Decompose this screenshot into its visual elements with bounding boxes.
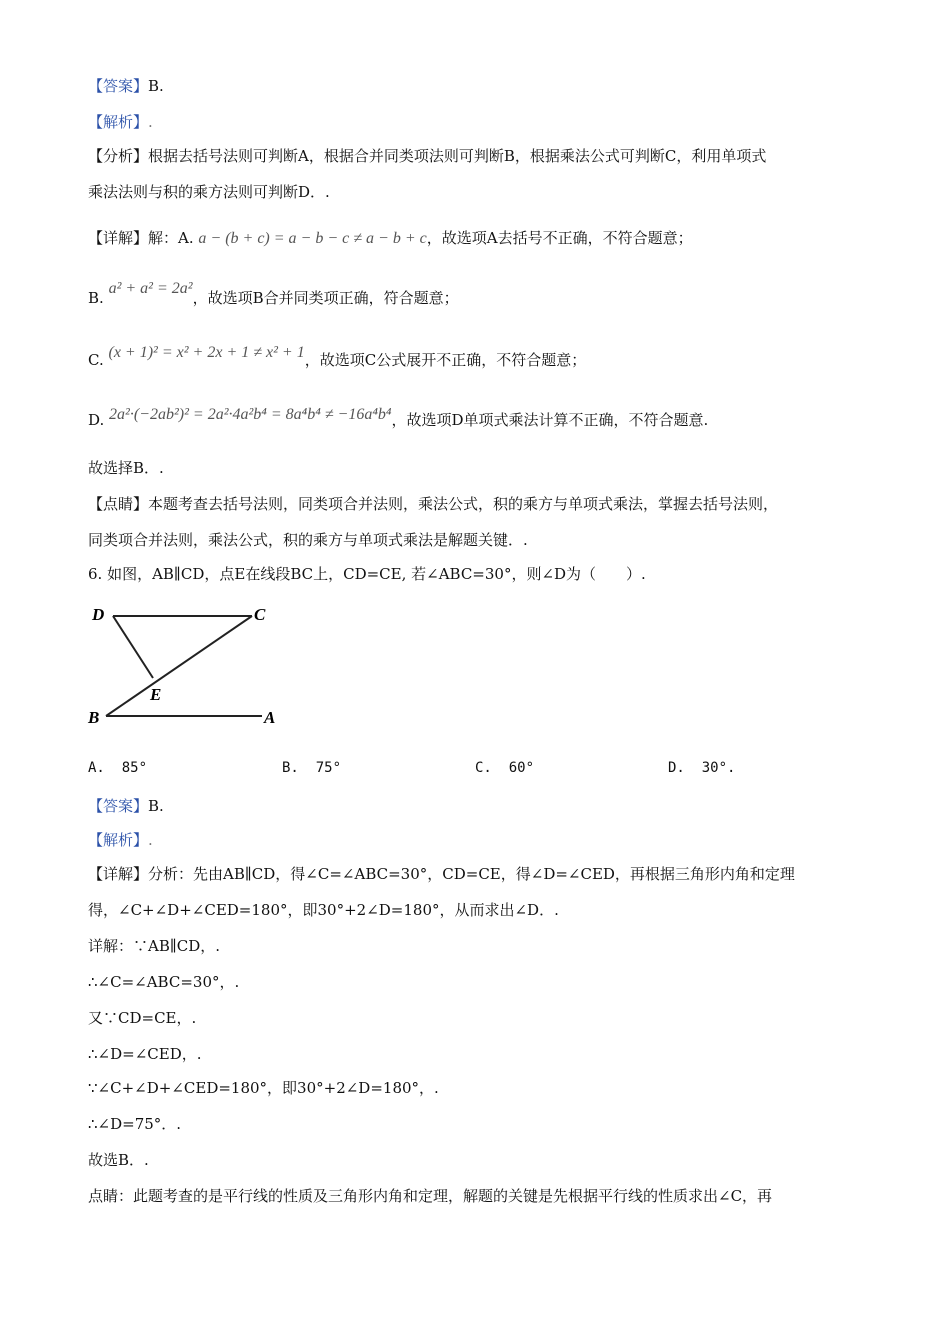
- option-b-label: B.: [282, 760, 299, 776]
- step-text: ∴∠D=75°．.: [88, 1115, 182, 1133]
- dianjing-text-3: 点睛：此题考查的是平行线的性质及三角形内角和定理，解题的关键是先根据平行线的性质求出∠C，再: [88, 1187, 773, 1205]
- detail-text-b: ，故选项B合并同类项正确，符合题意；: [192, 289, 459, 307]
- detail-line-d: [88, 406, 709, 431]
- math-expression-d: 2a²·(−2ab²)² = 2a²·4a²b⁴ = 8a⁴b⁴ ≠ −16a⁴b⁴: [109, 406, 392, 423]
- dianjing-line-1: [88, 494, 778, 514]
- option-b-value: 75°: [315, 760, 342, 776]
- choose-line: [88, 458, 164, 478]
- geometry-figure: [86, 596, 306, 736]
- math-expression-b: a² + a² = 2a²: [108, 280, 193, 297]
- segment-de: [113, 616, 153, 678]
- fenxi-line-2: [88, 182, 330, 202]
- label-e: E: [150, 685, 162, 704]
- step-text: 详解：∵AB∥CD，.: [88, 937, 221, 955]
- detail-line-c: [88, 344, 587, 371]
- step-line: [88, 1008, 196, 1028]
- option-a-value: 85°: [121, 760, 148, 776]
- fenxi-text-1: 根据去括号法则可判断A，根据合并同类项法则可判断B，根据乘法公式可判断C，利用单项式: [148, 147, 767, 165]
- label-a: A: [264, 708, 276, 727]
- detail-text-2a: 分析：先由AB∥CD，得∠C=∠ABC=30°，CD=CE，得∠D=∠CED，再根据三角形内角和定理: [148, 865, 795, 883]
- step-text: 又∵CD=CE，.: [88, 1009, 197, 1027]
- question-6-text: 6. 如图，AB∥CD，点E在线段BC上，CD=CE, 若∠ABC=30°，则∠D为（ ）.: [88, 565, 646, 583]
- option-c-label: C.: [475, 760, 492, 776]
- step-line: [88, 1150, 149, 1170]
- step-line: [88, 1044, 202, 1064]
- fenxi-line-1: [88, 146, 766, 166]
- detail-tag-2: 【详解】: [88, 865, 149, 883]
- dianjing-text-2: 同类项合并法则，乘法公式，积的乘方与单项式乘法是解题关键．.: [88, 531, 528, 549]
- math-expression-c: (x + 1)² = x² + 2x + 1 ≠ x² + 1: [108, 344, 305, 361]
- detail-line-2b: [88, 900, 559, 920]
- detail-lead: 解：A.: [148, 229, 194, 247]
- answer-value: B.: [148, 77, 164, 95]
- step-text: ∴∠C=∠ABC=30°，.: [88, 973, 240, 991]
- step-line: [88, 1078, 439, 1098]
- option-d-value: 30°.: [701, 760, 736, 776]
- option-c-label: C.: [88, 351, 104, 369]
- detail-text-d: ，故选项D单项式乘法计算不正确，不符合题意.: [391, 411, 709, 429]
- label-c: C: [254, 605, 266, 624]
- answer-tag-2: 【答案】: [88, 797, 149, 815]
- option-c: [475, 760, 534, 776]
- step-line: [88, 936, 220, 956]
- answer-line-2: [88, 796, 164, 816]
- analysis-tail: .: [148, 113, 153, 131]
- segment-cb: [106, 616, 252, 716]
- detail-text-2b: 得，∠C+∠D+∠CED=180°，即30°+2∠D=180°，从而求出∠D．.: [88, 901, 559, 919]
- dianjing-line-3: [88, 1186, 772, 1206]
- detail-tag: 【详解】: [88, 229, 149, 247]
- dianjing-tag: 【点睛】: [88, 495, 149, 513]
- detail-text-a: ，故选项A去括号不正确，不符合题意；: [426, 229, 693, 247]
- analysis-tag: 【解析】: [88, 113, 149, 131]
- detail-line-2a: [88, 864, 795, 884]
- step-text: ∴∠D=∠CED，.: [88, 1045, 202, 1063]
- answer-tag: 【答案】: [88, 77, 149, 95]
- answer-value-2: B.: [148, 797, 164, 815]
- analysis-tail-2: .: [148, 831, 153, 849]
- detail-text-c: ，故选项C公式展开不正确，不符合题意；: [304, 351, 587, 369]
- question-6-stem: [88, 564, 646, 584]
- option-d-label: D.: [88, 411, 105, 429]
- fenxi-text-2: 乘法法则与积的乘方法则可判断D．.: [88, 183, 330, 201]
- answer-line-1: [88, 76, 164, 96]
- option-c-value: 60°: [508, 760, 535, 776]
- option-a-label: A.: [88, 760, 105, 776]
- analysis-tag-2: 【解析】: [88, 831, 149, 849]
- step-line: [88, 972, 239, 992]
- fenxi-tag: 【分析】: [88, 147, 149, 165]
- analysis-line-1: [88, 112, 153, 132]
- option-d: [668, 760, 735, 776]
- option-b-label: B.: [88, 289, 104, 307]
- detail-line-b: [88, 280, 459, 309]
- option-a: [88, 760, 147, 776]
- choose-text: 故选择B．.: [88, 459, 164, 477]
- step-text: ∵∠C+∠D+∠CED=180°，即30°+2∠D=180°，.: [88, 1079, 439, 1097]
- detail-line-a: [88, 228, 693, 249]
- math-expression-a: a − (b + c) = a − b − c ≠ a − b + c: [198, 230, 427, 247]
- step-text: 故选B．.: [88, 1151, 149, 1169]
- label-b: B: [88, 708, 100, 727]
- dianjing-line-2: [88, 530, 528, 550]
- label-d: D: [92, 605, 105, 624]
- dianjing-text-1: 本题考查去括号法则，同类项合并法则，乘法公式，积的乘方与单项式乘法，掌握去括号法则，: [148, 495, 779, 513]
- step-line: [88, 1114, 181, 1134]
- option-b: [282, 760, 341, 776]
- analysis-line-2: [88, 830, 153, 850]
- option-d-label: D.: [668, 760, 685, 776]
